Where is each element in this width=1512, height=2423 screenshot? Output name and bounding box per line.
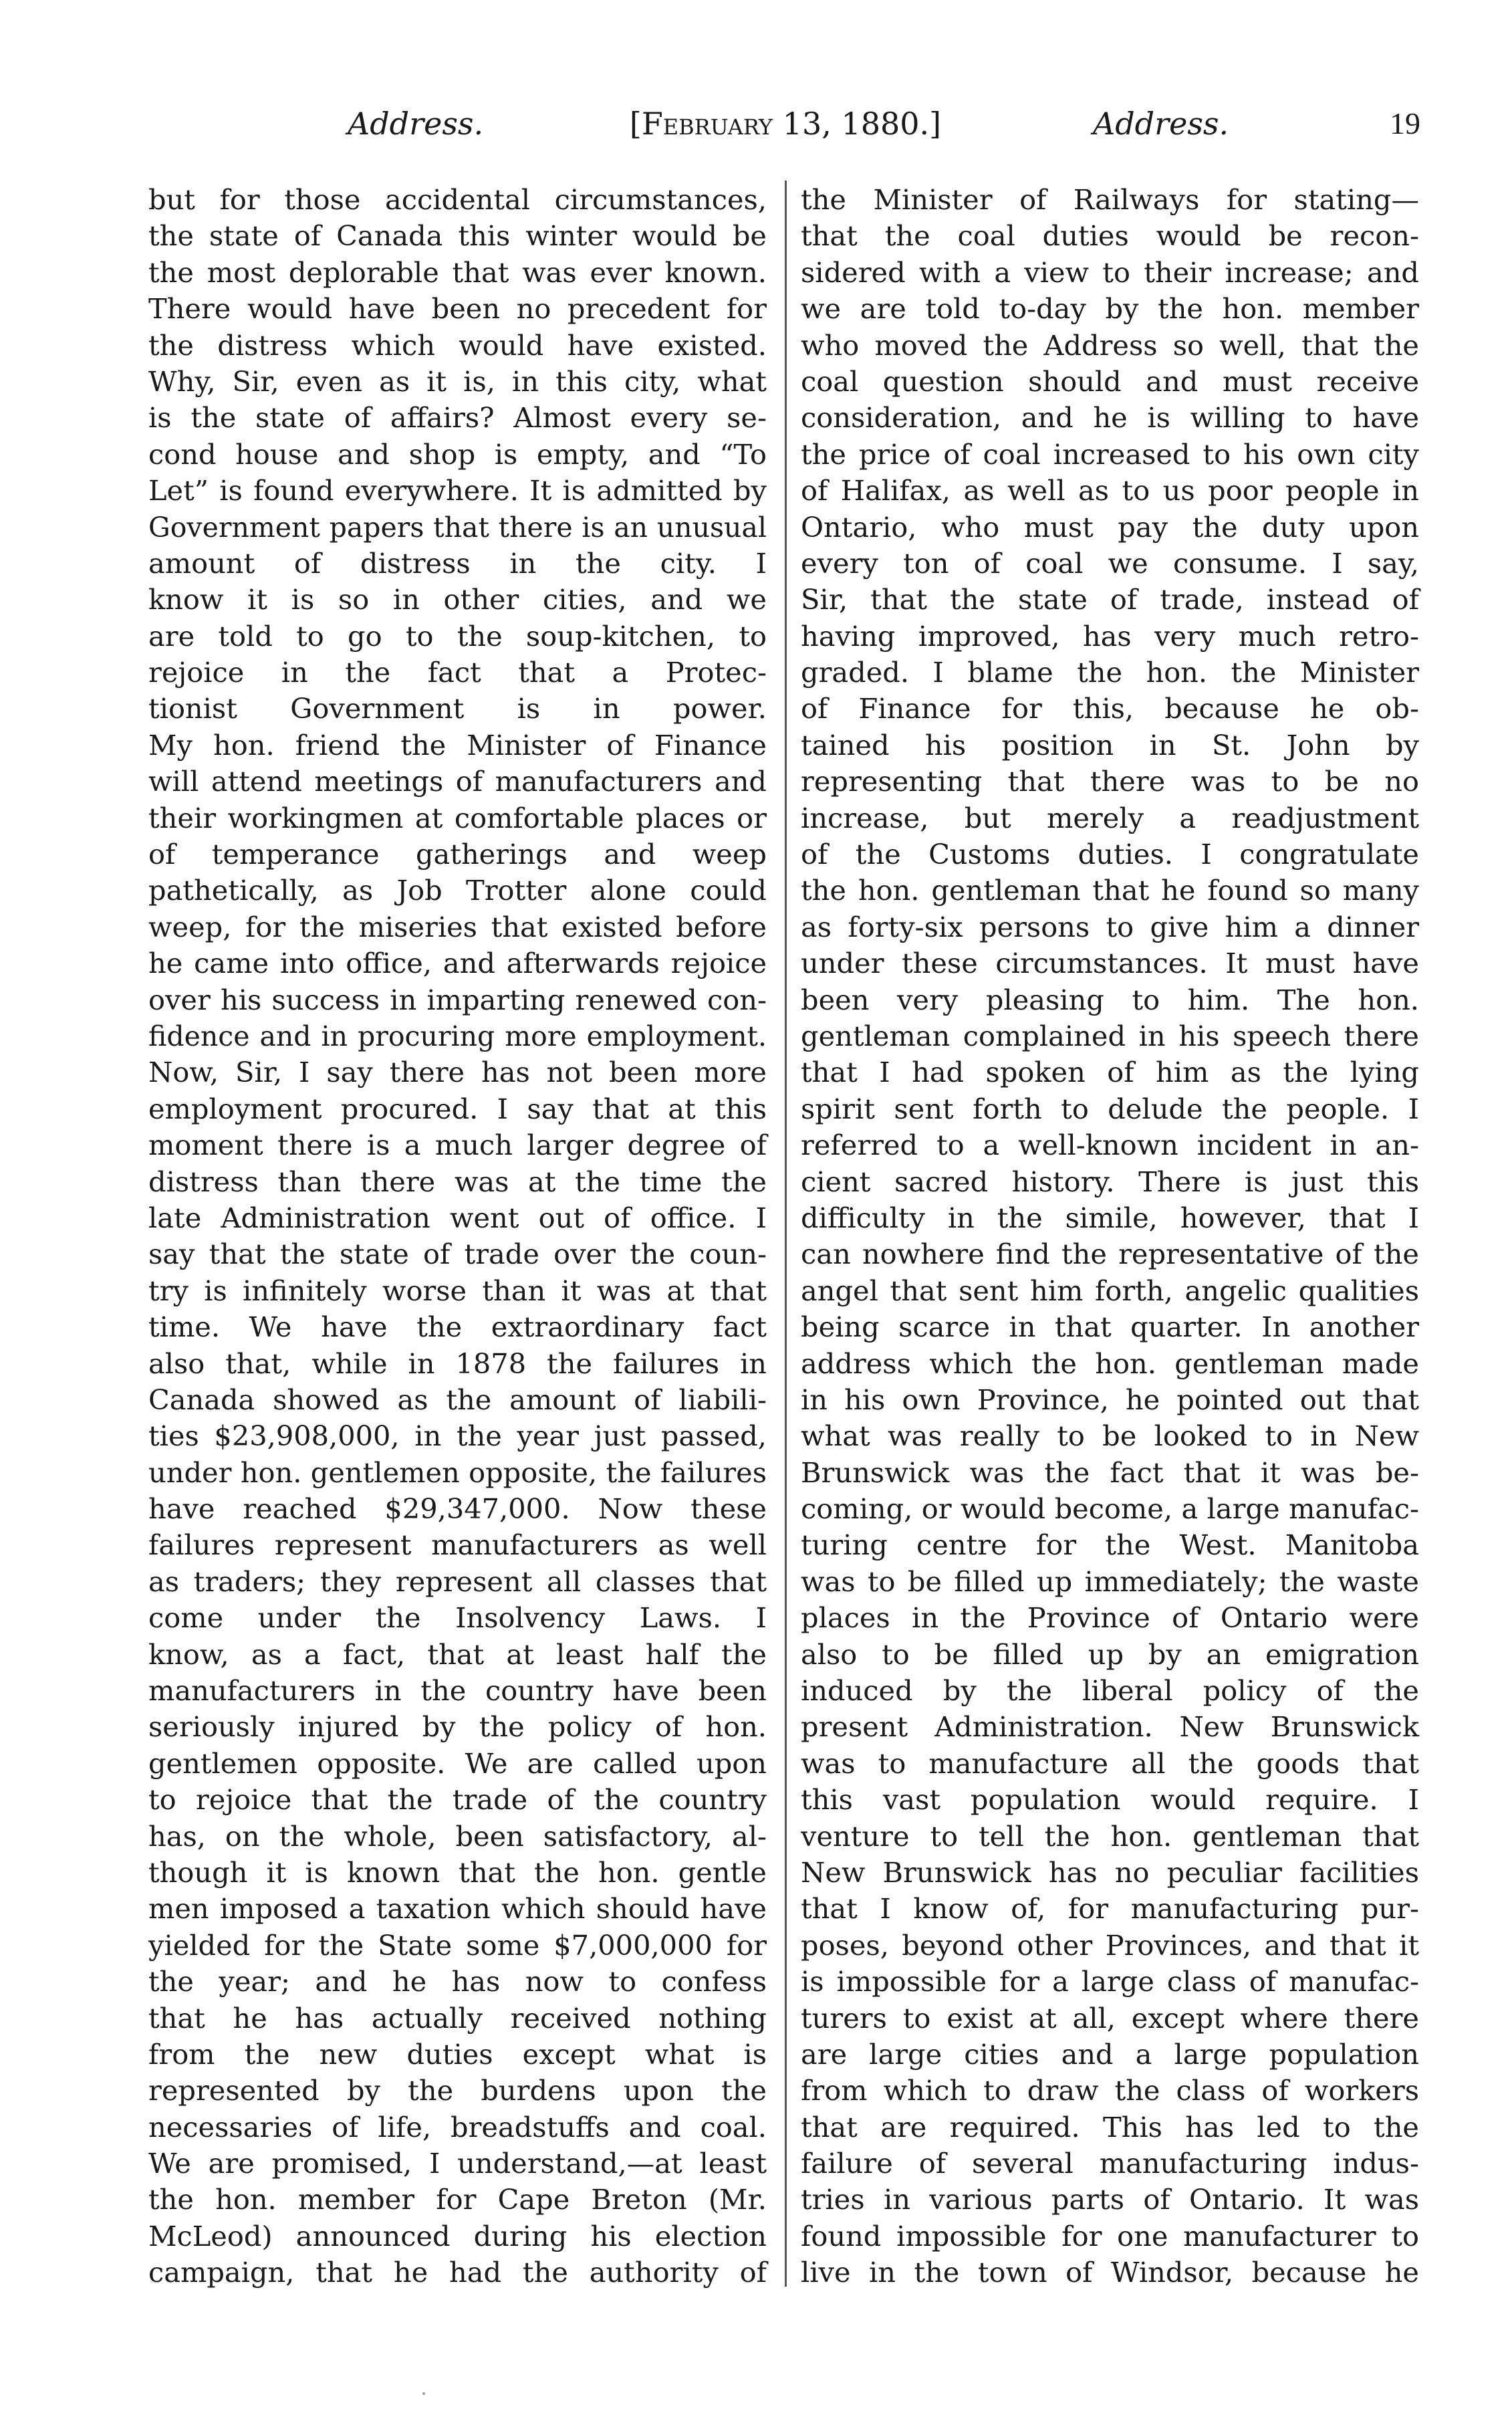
text-line: but for those accidental circumstances, bbox=[148, 183, 767, 216]
text-line: We are promised, I understand,—at least bbox=[148, 2147, 767, 2180]
page-number: 19 bbox=[1390, 106, 1420, 140]
text-line: referred to a well-known incident in an- bbox=[801, 1129, 1419, 1162]
text-line: will attend meetings of manufacturers and bbox=[148, 765, 767, 798]
text-line: necessaries of life, breadstuffs and coal. bbox=[148, 2110, 767, 2144]
text-line: of temperance gatherings and weep bbox=[148, 838, 767, 871]
text-line: cient sacred history. There is just this bbox=[801, 1165, 1419, 1198]
left-text-column bbox=[148, 182, 767, 2291]
text-line: know, as a fact, that at least half the bbox=[148, 1637, 767, 1671]
text-line: Ontario, who must pay the duty upon bbox=[801, 510, 1419, 544]
text-line: live in the town of Windsor, because he bbox=[801, 2256, 1419, 2289]
text-line: the distress which would have existed. bbox=[148, 328, 767, 362]
text-line: also that, while in 1878 the failures in bbox=[148, 1347, 767, 1380]
text-line: tained his position in St. John by bbox=[801, 728, 1419, 762]
text-line: of Halifax, as well as to us poor people in bbox=[801, 474, 1419, 507]
text-line: of Finance for this, because he ob- bbox=[801, 692, 1419, 725]
text-line: every ton of coal we consume. I say, bbox=[801, 546, 1419, 580]
text-line: representing that there was to be no bbox=[801, 765, 1419, 798]
text-line: angel that sent him forth, angelic qualities bbox=[801, 1274, 1419, 1307]
text-line: Let” is found everywhere. It is admitted by bbox=[148, 474, 767, 507]
text-line: the year; and he has now to confess bbox=[148, 1965, 767, 1998]
text-line: yielded for the State some $7,000,000 for bbox=[148, 1928, 767, 1962]
text-line: that I had spoken of him as the lying bbox=[801, 1056, 1419, 1089]
text-line: having improved, has very much retro- bbox=[801, 619, 1419, 653]
text-line: the state of Canada this winter would be bbox=[148, 219, 767, 253]
text-line: has, on the whole, been satisfactory, al- bbox=[148, 1819, 767, 1853]
text-line: we are told to-day by the hon. member bbox=[801, 292, 1419, 326]
text-line: also to be filled up by an emigration bbox=[801, 1637, 1419, 1671]
text-line: distress than there was at the time the bbox=[148, 1165, 767, 1198]
text-line: over his success in imparting renewed con- bbox=[148, 983, 767, 1016]
text-line: the price of coal increased to his own city bbox=[801, 437, 1419, 471]
text-line: he came into office, and afterwards rejoice bbox=[148, 947, 767, 980]
column-divider bbox=[785, 181, 787, 2287]
text-line: failure of several manufacturing indus- bbox=[801, 2147, 1419, 2180]
text-line: time. We have the extraordinary fact bbox=[148, 1310, 767, 1344]
text-line: places in the Province of Ontario were bbox=[801, 1601, 1419, 1635]
header-section-left: Address. bbox=[348, 106, 484, 142]
text-line: failures represent manufacturers as well bbox=[148, 1528, 767, 1562]
text-line: turers to exist at all, except where there bbox=[801, 2001, 1419, 2035]
running-header bbox=[150, 94, 1420, 154]
text-line: are large cities and a large population bbox=[801, 2037, 1419, 2071]
text-line: coming, or would become, a large manufac- bbox=[801, 1492, 1419, 1526]
text-line: as forty-six persons to give him a dinner bbox=[801, 910, 1419, 943]
page-speck bbox=[422, 2392, 425, 2395]
text-line: from the new duties except what is bbox=[148, 2037, 767, 2071]
text-line: New Brunswick has no peculiar facilities bbox=[801, 1855, 1419, 1889]
text-line: weep, for the miseries that existed before bbox=[148, 910, 767, 943]
text-line: cond house and shop is empty, and “To bbox=[148, 437, 767, 471]
text-line: late Administration went out of office. I bbox=[148, 1201, 767, 1234]
text-line: increase, but merely a readjustment bbox=[801, 801, 1419, 834]
text-line: under these circumstances. It must have bbox=[801, 947, 1419, 980]
text-line: tionist Government is in power. bbox=[148, 692, 767, 725]
text-line: have reached $29,347,000. Now these bbox=[148, 1492, 767, 1526]
text-line: induced by the liberal policy of the bbox=[801, 1674, 1419, 1708]
text-line: represented by the burdens upon the bbox=[148, 2074, 767, 2107]
text-line: the most deplorable that was ever known. bbox=[148, 255, 767, 289]
text-line: what was really to be looked to in New bbox=[801, 1419, 1419, 1453]
text-line: say that the state of trade over the coun- bbox=[148, 1238, 767, 1271]
text-line: McLeod) announced during his election bbox=[148, 2219, 767, 2253]
text-line: present Administration. New Brunswick bbox=[801, 1710, 1419, 1744]
text-line: rejoice in the fact that a Protec- bbox=[148, 656, 767, 689]
text-line: poses, beyond other Provinces, and that it bbox=[801, 1928, 1419, 1962]
text-line: that I know of, for manufacturing pur- bbox=[801, 1892, 1419, 1926]
text-line: men imposed a taxation which should have bbox=[148, 1892, 767, 1926]
text-line: being scarce in that quarter. In another bbox=[801, 1310, 1419, 1344]
text-line: try is infinitely worse than it was at that bbox=[148, 1274, 767, 1307]
text-line: amount of distress in the city. I bbox=[148, 546, 767, 580]
text-line: been very pleasing to him. The hon. bbox=[801, 983, 1419, 1016]
text-line: Government papers that there is an unusual bbox=[148, 511, 767, 544]
right-text-column bbox=[801, 182, 1419, 2291]
text-line: under hon. gentlemen opposite, the failures bbox=[148, 1456, 767, 1489]
text-line: Brunswick was the fact that it was be- bbox=[801, 1456, 1419, 1489]
text-line: ties $23,908,000, in the year just passed, bbox=[148, 1419, 767, 1453]
text-line: found impossible for one manufacturer to bbox=[801, 2219, 1419, 2253]
text-line: seriously injured by the policy of hon. bbox=[148, 1710, 767, 1744]
text-line: difficulty in the simile, however, that I bbox=[801, 1201, 1419, 1234]
text-line: gentlemen opposite. We are called upon bbox=[148, 1746, 767, 1780]
text-line: Sir, that the state of trade, instead of bbox=[801, 583, 1419, 616]
text-line: can nowhere find the representative of the bbox=[801, 1238, 1419, 1271]
text-line: come under the Insolvency Laws. I bbox=[148, 1601, 767, 1635]
text-line: employment procured. I say that at this bbox=[148, 1092, 767, 1125]
text-line: the Minister of Railways for stating— bbox=[801, 183, 1419, 216]
text-line: address which the hon. gentleman made bbox=[801, 1347, 1419, 1380]
text-line: Now, Sir, I say there has not been more bbox=[148, 1056, 767, 1089]
text-line: graded. I blame the hon. the Minister bbox=[801, 656, 1419, 689]
text-line: was to manufacture all the goods that bbox=[801, 1746, 1419, 1780]
text-line: of the Customs duties. I congratulate bbox=[801, 838, 1419, 871]
text-line: manufacturers in the country have been bbox=[148, 1674, 767, 1708]
text-line: in his own Province, he pointed out that bbox=[801, 1383, 1419, 1416]
text-line: My hon. friend the Minister of Finance bbox=[148, 728, 767, 762]
text-line: from which to draw the class of workers bbox=[801, 2074, 1419, 2107]
text-line: is the state of affairs? Almost every se- bbox=[148, 401, 767, 435]
text-line: pathetically, as Job Trotter alone could bbox=[148, 874, 767, 907]
text-line: as traders; they represent all classes that bbox=[148, 1565, 767, 1598]
text-line: that the coal duties would be recon- bbox=[801, 219, 1419, 253]
text-line: Why, Sir, even as it is, in this city, what bbox=[148, 364, 767, 398]
text-line: their workingmen at comfortable places or bbox=[148, 801, 767, 834]
text-line: gentleman complained in his speech there bbox=[801, 1019, 1419, 1052]
text-line: the hon. gentleman that he found so many bbox=[801, 874, 1419, 907]
text-line: coal question should and must receive bbox=[801, 364, 1419, 398]
text-line: moment there is a much larger degree of bbox=[148, 1129, 767, 1162]
text-line: sidered with a view to their increase; and bbox=[801, 255, 1419, 289]
header-section-right: Address. bbox=[1093, 106, 1229, 142]
text-line: know it is so in other cities, and we bbox=[148, 583, 767, 616]
text-line: venture to tell the hon. gentleman that bbox=[801, 1819, 1419, 1853]
text-line: turing centre for the West. Manitoba bbox=[801, 1528, 1419, 1562]
text-line: this vast population would require. I bbox=[801, 1783, 1419, 1817]
text-line: There would have been no precedent for bbox=[148, 292, 767, 326]
text-line: tries in various parts of Ontario. It was bbox=[801, 2183, 1419, 2216]
text-line: who moved the Address so well, that the bbox=[801, 328, 1419, 362]
text-line: was to be filled up immediately; the waste bbox=[801, 1565, 1419, 1598]
text-line: is impossible for a large class of manufac- bbox=[801, 1965, 1419, 1998]
header-date: [February 13, 1880.] bbox=[629, 106, 942, 142]
text-line: are told to go to the soup-kitchen, to bbox=[148, 619, 767, 653]
text-line: fidence and in procuring more employment. bbox=[148, 1020, 767, 1052]
text-line: Canada showed as the amount of liabili- bbox=[148, 1383, 767, 1416]
text-line: the hon. member for Cape Breton (Mr. bbox=[148, 2183, 767, 2216]
text-line: campaign, that he had the authority of bbox=[148, 2256, 767, 2289]
text-line: consideration, and he is willing to have bbox=[801, 401, 1419, 435]
text-line: that he has actually received nothing bbox=[148, 2001, 767, 2035]
text-line: spirit sent forth to delude the people. I bbox=[801, 1092, 1419, 1125]
text-line: that are required. This has led to the bbox=[801, 2110, 1419, 2144]
text-line: though it is known that the hon. gentle bbox=[148, 1855, 767, 1889]
text-line: to rejoice that the trade of the country bbox=[148, 1783, 767, 1817]
